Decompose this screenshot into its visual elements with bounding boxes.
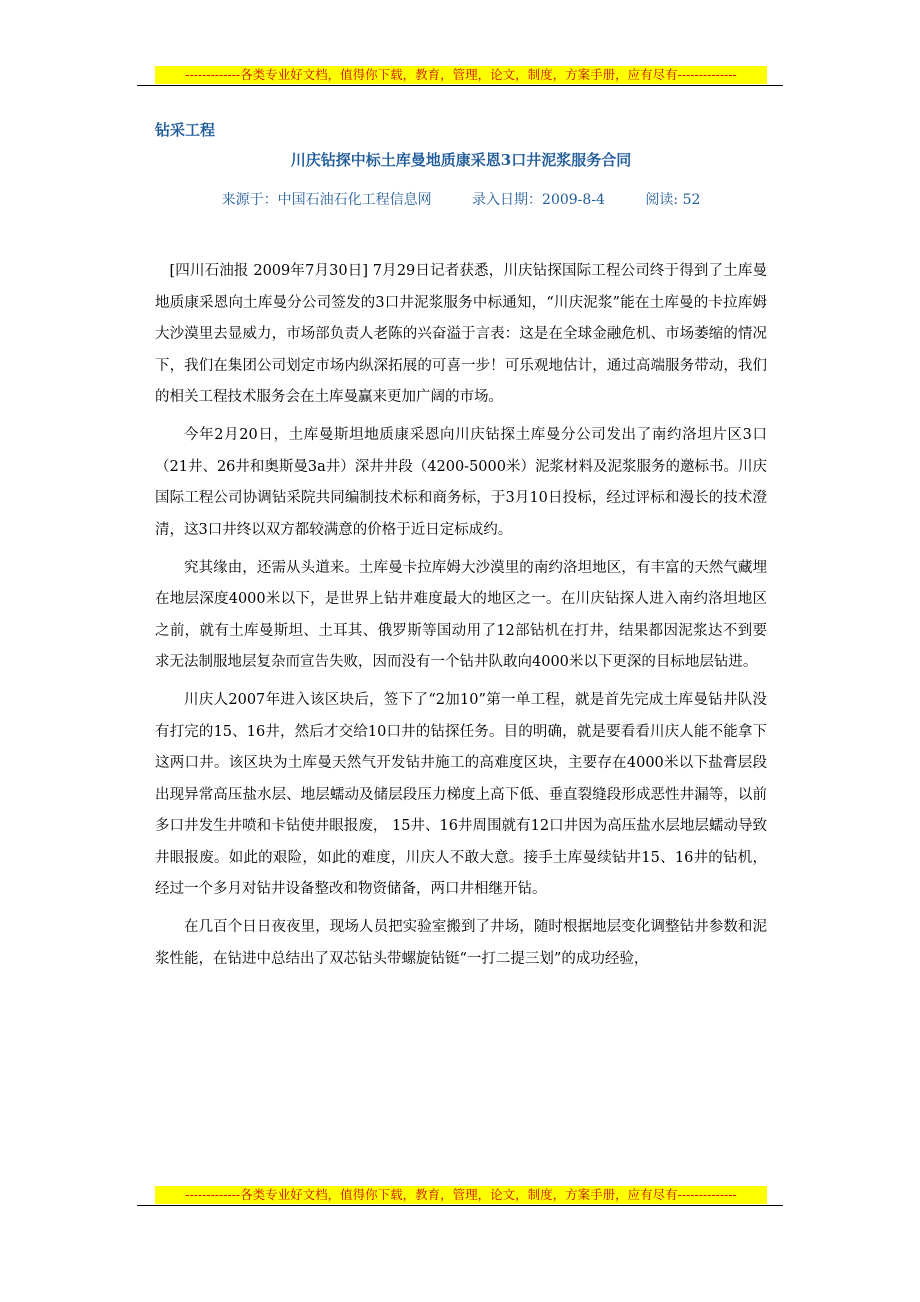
paragraph: 川庆人2007年进入该区块后，签下了“2加10”第一单工程，就是首先完成土库曼钻井队没有打完的15、16井，然后才交给10口井的钻探任务。目的明确，就是要看看川庆人能不能拿下这两口井。该区块为土库曼天然气开发钻井施工的高难度区块，主要存在4000米以下盐膏层段出现异常高压盐水层、地层蠕动及储层段压力梯度上高下低、垂直裂缝段形成恶性井漏等，以前多口井发生井喷和卡钻使井眼报废， 15井、16井周围就有12口井因为高压盐水层地层蠕动导致井眼报废。如此的艰险，如此的难度，川庆人不敢大意。接手土库曼续钻井15、16井的钻机，经过一个多月对钻井设备整改和物资储备，两口井相继开钻。 <box>155 692 767 897</box>
footer-rule <box>137 1205 783 1206</box>
category-label: 钻采工程 <box>155 121 216 139</box>
paragraph: 今年2月20日，土库曼斯坦地质康采恩向川庆钻探土库曼分公司发出了南约洛坦片区3口（21井、26井和奥斯曼3a井）深井井段（4200-5000米）泥浆材料及泥浆服务的邀标书。川庆国际工程公司协调钻采院共同编制技术标和商务标，于3月10日投标，经过评标和漫长的技术澄清，这3口井终以双方都较满意的价格于近日定标成约。 <box>155 427 767 538</box>
article-meta <box>155 189 767 209</box>
date-text: 录入日期：2009-8-4 <box>472 192 605 208</box>
paragraph: 在几百个日日夜夜里，现场人员把实验室搬到了井场，随时根据地层变化调整钻井参数和泥浆性能，在钻进中总结出了双芯钻头带螺旋钻铤“一打二提三划”的成功经验， <box>155 919 767 967</box>
article-title: 川庆钻探中标土库曼地质康采恩3口井泥浆服务合同 <box>290 151 632 169</box>
footer-banner: -------------各类专业好文档，值得你下载，教育，管理，论文，制度，方案手册，应有尽有-------------- <box>155 1186 767 1204</box>
reads-text: 阅读: 52 <box>645 192 701 208</box>
paragraph: 究其缘由，还需从头道来。土库曼卡拉库姆大沙漠里的南约洛坦地区，有丰富的天然气藏埋在地层深度4000米以下，是世界上钻井难度最大的地区之一。在川庆钻探人进入南约洛坦地区之前，就有土库曼斯坦、土耳其、俄罗斯等国动用了12部钻机在打井，结果都因泥浆达不到要求无法制服地层复杂而宣告失败，因而没有一个钻井队敢向4000米以下更深的目标地层钻进。 <box>155 559 767 670</box>
paragraph: [四川石油报 2009年7月30日] 7月29日记者获悉，川庆钻探国际工程公司终于得到了土库曼地质康采恩向土库曼分公司签发的3口井泥浆服务中标通知，“川庆泥浆”能在土库曼的卡拉库姆大沙漠里去显威力，市场部负责人老陈的兴奋溢于言表：这是在全球金融危机、市场萎缩的情况下，我们在集团公司划定市场内纵深拓展的可喜一步！可乐观地估计，通过高端服务带动，我们的相关工程技术服务会在土库曼赢来更加广阔的市场。 <box>155 263 767 405</box>
header-banner: -------------各类专业好文档，值得你下载，教育，管理，论文，制度，方案手册，应有尽有-------------- <box>155 66 767 84</box>
article-body <box>155 256 767 982</box>
source-text: 来源于：中国石油石化工程信息网 <box>221 192 432 208</box>
header-rule <box>137 85 783 86</box>
